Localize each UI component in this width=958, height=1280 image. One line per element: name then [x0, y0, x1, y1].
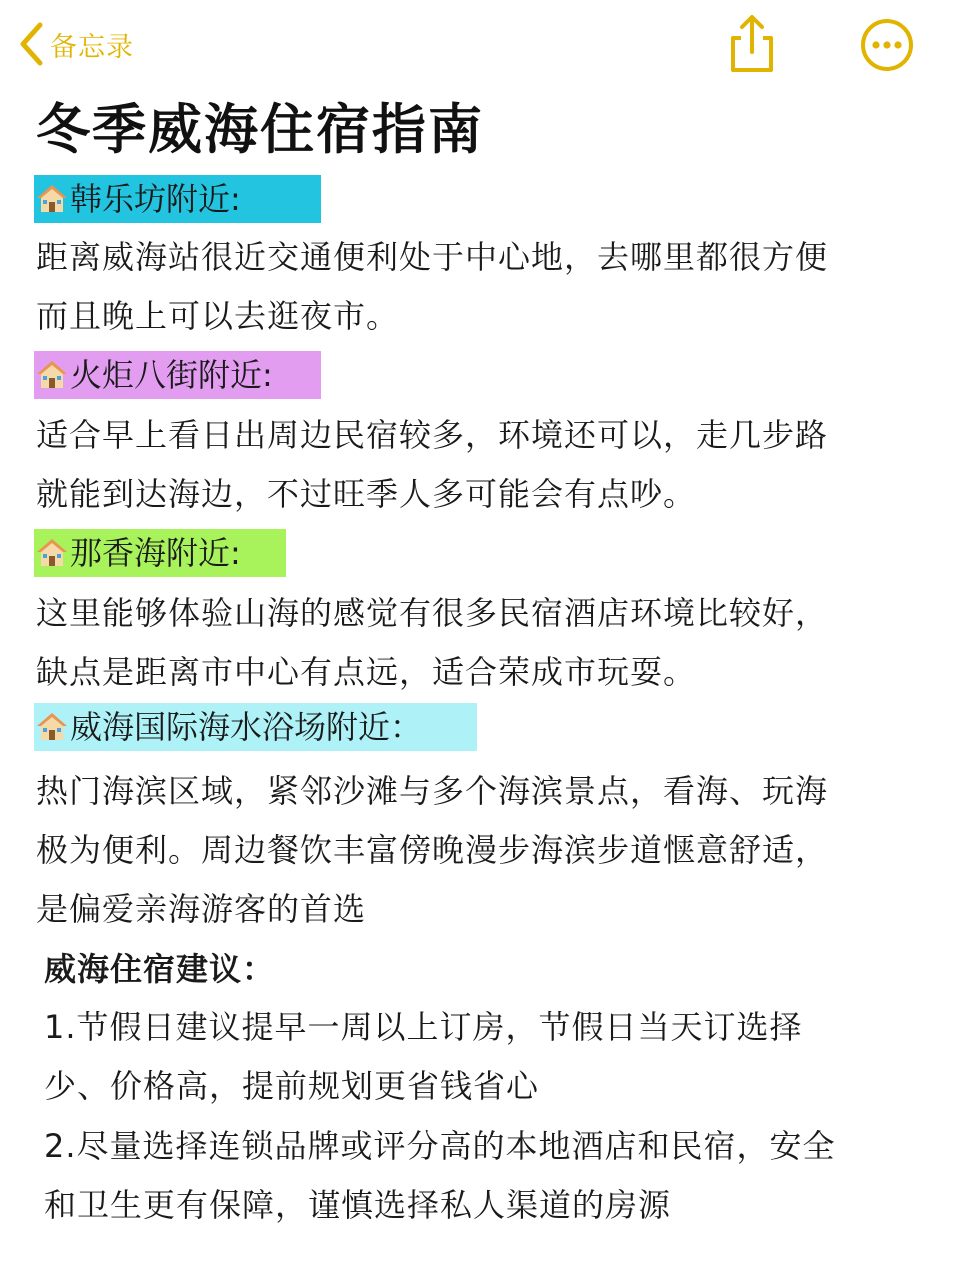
- more-icon: [860, 18, 914, 72]
- body-line: 是偏爱亲海游客的首选: [36, 890, 367, 928]
- section-heading: [34, 529, 286, 577]
- section-body: [36, 406, 916, 524]
- body-line: 就能到达海边，不过旺季人多可能会有点吵。: [36, 475, 697, 513]
- section-heading: [34, 703, 477, 751]
- section-body: [36, 762, 916, 939]
- tip-line: 少、价格高，提前规划更省钱省心: [44, 1067, 540, 1105]
- section-heading: [34, 351, 321, 399]
- tip-line: 2.尽量选择连锁品牌或评分高的本地酒店和民宿，安全: [44, 1127, 836, 1165]
- section-heading-text: 那香海附近:: [70, 534, 241, 572]
- back-label: 备忘录: [50, 31, 134, 63]
- section-body: [36, 584, 916, 702]
- tip-item: [44, 998, 924, 1116]
- body-line: 适合早上看日出周边民宿较多，环境还可以，走几步路: [36, 416, 829, 454]
- section-body: [36, 228, 916, 346]
- section-heading-text: 火炬八街附近:: [70, 356, 273, 394]
- house-icon: [36, 359, 68, 391]
- back-button[interactable]: [18, 18, 134, 70]
- note-title: 冬季威海住宿指南: [36, 98, 484, 161]
- more-options-button[interactable]: [860, 18, 914, 72]
- body-line: 热门海滨区域，紧邻沙滩与多个海滨景点，看海、玩海: [36, 772, 829, 810]
- chevron-left-icon: [18, 21, 44, 67]
- house-icon: [36, 537, 68, 569]
- navigation-bar: [0, 0, 958, 90]
- tip-line: 和卫生更有保障，谨慎选择私人渠道的房源: [44, 1186, 672, 1224]
- share-button[interactable]: [724, 12, 780, 76]
- tip-line: 1.节假日建议提早一周以上订房，节假日当天订选择: [44, 1008, 803, 1046]
- advice-heading: 威海住宿建议：: [44, 950, 276, 988]
- section-heading-text: 威海国际海水浴场附近：: [70, 708, 423, 746]
- body-line: 缺点是距离市中心有点远，适合荣成市玩耍。: [36, 653, 697, 691]
- body-line: 距离威海站很近交通便利处于中心地，去哪里都很方便: [36, 238, 829, 276]
- body-line: 而且晚上可以去逛夜市。: [36, 297, 400, 335]
- tip-item: [44, 1117, 924, 1235]
- share-icon: [724, 12, 780, 76]
- section-heading-text: 韩乐坊附近:: [70, 180, 241, 218]
- house-icon: [36, 711, 68, 743]
- body-line: 极为便利。周边餐饮丰富傍晚漫步海滨步道惬意舒适，: [36, 831, 829, 869]
- house-icon: [36, 183, 68, 215]
- body-line: 这里能够体验山海的感觉有很多民宿酒店环境比较好，: [36, 594, 829, 632]
- section-heading: [34, 175, 321, 223]
